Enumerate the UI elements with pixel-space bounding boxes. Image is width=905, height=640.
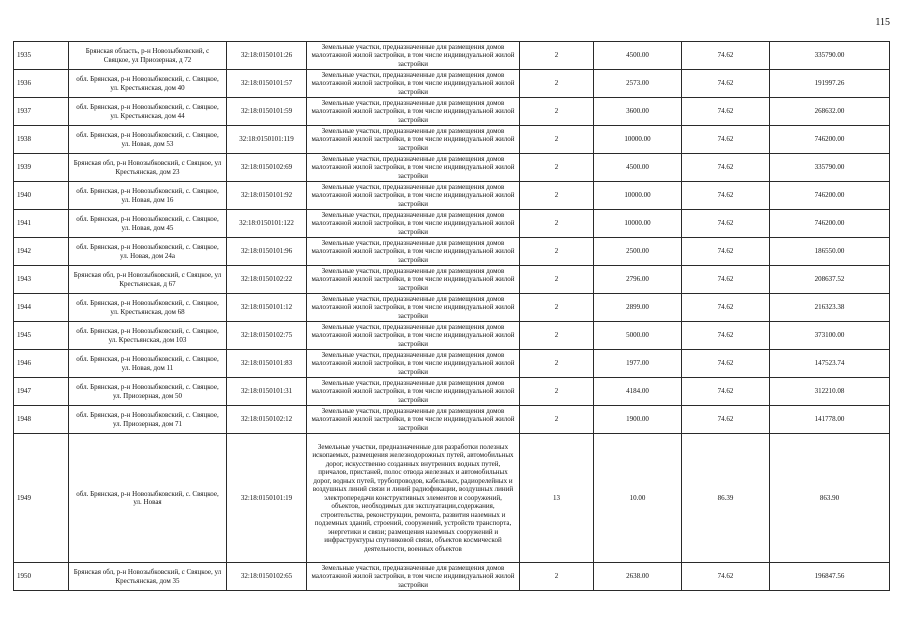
table-row bbox=[14, 238, 890, 266]
land-use-cell: Земельные участки, предназначенные для размещения домов малоэтажной жилой застройки, в том числе индивидуальной жилой застройки bbox=[307, 70, 520, 98]
cadastral-value-cell: 186550.00 bbox=[770, 238, 890, 266]
category-cell: 2 bbox=[520, 238, 594, 266]
area-cell: 3600.00 bbox=[594, 98, 682, 126]
table-row bbox=[14, 434, 890, 563]
land-use-cell: Земельные участки, предназначенные для размещения домов малоэтажной жилой застройки, в том числе индивидуальной жилой застройки bbox=[307, 238, 520, 266]
rate-cell: 74.62 bbox=[682, 378, 770, 406]
cadastral-number-cell: 32:18:0150102:22 bbox=[227, 266, 307, 294]
cadastral-value-cell: 208637.52 bbox=[770, 266, 890, 294]
land-use-cell: Земельные участки, предназначенные для размещения домов малоэтажной жилой застройки, в том числе индивидуальной жилой застройки bbox=[307, 406, 520, 434]
rate-cell: 74.62 bbox=[682, 182, 770, 210]
cadastral-number-cell: 32:18:0150101:96 bbox=[227, 238, 307, 266]
address-cell: обл. Брянская, р-н Новозыбковский, с. Свяцкое, ул. Крестьянская, дом 40 bbox=[69, 70, 227, 98]
land-use-cell: Земельные участки, предназначенные для размещения домов малоэтажной жилой застройки, в том числе индивидуальной жилой застройки bbox=[307, 126, 520, 154]
address-cell: обл. Брянская, р-н Новозыбковский, с. Свяцкое, ул. Новая, дом 16 bbox=[69, 182, 227, 210]
table-row bbox=[14, 42, 890, 70]
cadastral-value-cell: 373100.00 bbox=[770, 322, 890, 350]
table-row bbox=[14, 266, 890, 294]
category-cell: 2 bbox=[520, 294, 594, 322]
rate-cell: 74.62 bbox=[682, 266, 770, 294]
row-number-cell: 1948 bbox=[14, 406, 69, 434]
cadastral-value-cell: 268632.00 bbox=[770, 98, 890, 126]
category-cell: 2 bbox=[520, 154, 594, 182]
category-cell: 2 bbox=[520, 126, 594, 154]
area-cell: 10000.00 bbox=[594, 210, 682, 238]
row-number-cell: 1939 bbox=[14, 154, 69, 182]
table-row bbox=[14, 322, 890, 350]
area-cell: 1900.00 bbox=[594, 406, 682, 434]
row-number-cell: 1937 bbox=[14, 98, 69, 126]
rate-cell: 74.62 bbox=[682, 98, 770, 126]
category-cell: 2 bbox=[520, 70, 594, 98]
address-cell: обл. Брянская, р-н Новозыбковский, с. Свяцкое, ул. Новая bbox=[69, 434, 227, 563]
category-cell: 2 bbox=[520, 378, 594, 406]
row-number-cell: 1946 bbox=[14, 350, 69, 378]
area-cell: 10000.00 bbox=[594, 126, 682, 154]
area-cell: 2899.00 bbox=[594, 294, 682, 322]
category-cell: 2 bbox=[520, 182, 594, 210]
cadastral-number-cell: 32:18:0150101:19 bbox=[227, 434, 307, 563]
address-cell: обл. Брянская, р-н Новозыбковский, с. Свяцкое, ул. Новая, дом 53 bbox=[69, 126, 227, 154]
category-cell: 2 bbox=[520, 42, 594, 70]
cadastral-value-cell: 216323.38 bbox=[770, 294, 890, 322]
cadastral-value-cell: 191997.26 bbox=[770, 70, 890, 98]
row-number-cell: 1943 bbox=[14, 266, 69, 294]
table-row bbox=[14, 126, 890, 154]
row-number-cell: 1938 bbox=[14, 126, 69, 154]
area-cell: 1977.00 bbox=[594, 350, 682, 378]
cadastral-number-cell: 32:18:0150101:122 bbox=[227, 210, 307, 238]
category-cell: 2 bbox=[520, 98, 594, 126]
area-cell: 2500.00 bbox=[594, 238, 682, 266]
land-use-cell: Земельные участки, предназначенные для размещения домов малоэтажной жилой застройки, в том числе индивидуальной жилой застройки bbox=[307, 294, 520, 322]
table-row bbox=[14, 70, 890, 98]
land-use-cell: Земельные участки, предназначенные для размещения домов малоэтажной жилой застройки, в том числе индивидуальной жилой застройки bbox=[307, 266, 520, 294]
address-cell: обл. Брянская, р-н Новозыбковский, с. Свяцкое, ул. Крестьянская, дом 44 bbox=[69, 98, 227, 126]
area-cell: 2638.00 bbox=[594, 563, 682, 591]
cadastral-number-cell: 32:18:0150102:75 bbox=[227, 322, 307, 350]
category-cell: 2 bbox=[520, 322, 594, 350]
category-cell: 13 bbox=[520, 434, 594, 563]
cadastral-number-cell: 32:18:0150101:83 bbox=[227, 350, 307, 378]
table-row bbox=[14, 98, 890, 126]
table-row bbox=[14, 154, 890, 182]
address-cell: обл. Брянская, р-н Новозыбковский, с. Свяцкое, ул. Крестьянская, дом 68 bbox=[69, 294, 227, 322]
rate-cell: 74.62 bbox=[682, 294, 770, 322]
address-cell: обл. Брянская, р-н Новозыбковский, с. Свяцкое, ул. Приозерная, дом 50 bbox=[69, 378, 227, 406]
area-cell: 4500.00 bbox=[594, 154, 682, 182]
area-cell: 10000.00 bbox=[594, 182, 682, 210]
address-cell: Брянская обл, р-н Новозыбковский, с Свяцкое, ул Крестьянская, дом 35 bbox=[69, 563, 227, 591]
row-number-cell: 1950 bbox=[14, 563, 69, 591]
rate-cell: 74.62 bbox=[682, 238, 770, 266]
table-row bbox=[14, 210, 890, 238]
rate-cell: 74.62 bbox=[682, 154, 770, 182]
rate-cell: 74.62 bbox=[682, 406, 770, 434]
cadastral-value-cell: 312210.08 bbox=[770, 378, 890, 406]
rate-cell: 74.62 bbox=[682, 42, 770, 70]
cadastral-value-cell: 141778.00 bbox=[770, 406, 890, 434]
row-number-cell: 1949 bbox=[14, 434, 69, 563]
area-cell: 10.00 bbox=[594, 434, 682, 563]
table-row bbox=[14, 563, 890, 591]
land-use-cell: Земельные участки, предназначенные для размещения домов малоэтажной жилой застройки, в том числе индивидуальной жилой застройки bbox=[307, 98, 520, 126]
cadastral-number-cell: 32:18:0150101:92 bbox=[227, 182, 307, 210]
land-use-cell: Земельные участки, предназначенные для размещения домов малоэтажной жилой застройки, в том числе индивидуальной жилой застройки bbox=[307, 42, 520, 70]
cadastral-number-cell: 32:18:0150101:59 bbox=[227, 98, 307, 126]
page-number: 115 bbox=[875, 17, 890, 28]
rate-cell: 74.62 bbox=[682, 126, 770, 154]
address-cell: обл. Брянская, р-н Новозыбковский, с. Свяцкое, ул. Новая, дом 11 bbox=[69, 350, 227, 378]
land-use-cell: Земельные участки, предназначенные для размещения домов малоэтажной жилой застройки, в том числе индивидуальной жилой застройки bbox=[307, 154, 520, 182]
rate-cell: 74.62 bbox=[682, 70, 770, 98]
table-row bbox=[14, 294, 890, 322]
table-row bbox=[14, 182, 890, 210]
cadastral-number-cell: 32:18:0150102:69 bbox=[227, 154, 307, 182]
rate-cell: 74.62 bbox=[682, 563, 770, 591]
cadastral-value-cell: 335790.00 bbox=[770, 42, 890, 70]
table-body bbox=[14, 42, 890, 591]
row-number-cell: 1940 bbox=[14, 182, 69, 210]
land-use-cell: Земельные участки, предназначенные для размещения домов малоэтажной жилой застройки, в том числе индивидуальной жилой застройки bbox=[307, 182, 520, 210]
land-use-cell: Земельные участки, предназначенные для размещения домов малоэтажной жилой застройки, в том числе индивидуальной жилой застройки bbox=[307, 350, 520, 378]
cadastral-number-cell: 32:18:0150101:57 bbox=[227, 70, 307, 98]
table-row bbox=[14, 350, 890, 378]
cadastral-number-cell: 32:18:0150101:119 bbox=[227, 126, 307, 154]
row-number-cell: 1947 bbox=[14, 378, 69, 406]
land-use-cell: Земельные участки, предназначенные для разработки полезных ископаемых, размещения железнодорожных путей, автомобильных дорог, искусственно созданных внутренних водных путей, причалов, пристаней, полос отвода железных и автомобильных дорог, водных путей, трубопроводов, кабельных, радиорелейных и воздушных линий связи и линий радиофикации, воздушных линий электропередачи конструктивных элементов и сооружений, объектов, необходимых для эксплуатации,содержания, строительства, реконструкции, ремонта, развития наземных и подземных зданий, строений, сооружений, устройств транспорта, энергетики и связи; размещения наземных сооружений и инфраструктуры спутниковой связи, объектов космической деятельности, военных объектов bbox=[307, 434, 520, 563]
address-cell: Брянская обл, р-н Новозыбковский, с Свяцкое, ул Крестьянская, дом 23 bbox=[69, 154, 227, 182]
cadastral-number-cell: 32:18:0150101:26 bbox=[227, 42, 307, 70]
area-cell: 2796.00 bbox=[594, 266, 682, 294]
address-cell: Брянская обл, р-н Новозыбковский, с Свяцкое, ул Крестьянская, д 67 bbox=[69, 266, 227, 294]
rate-cell: 86.39 bbox=[682, 434, 770, 563]
cadastral-number-cell: 32:18:0150102:12 bbox=[227, 406, 307, 434]
category-cell: 2 bbox=[520, 266, 594, 294]
cadastral-value-cell: 863.90 bbox=[770, 434, 890, 563]
table-row bbox=[14, 378, 890, 406]
cadastral-value-cell: 335790.00 bbox=[770, 154, 890, 182]
row-number-cell: 1936 bbox=[14, 70, 69, 98]
cadastral-value-cell: 147523.74 bbox=[770, 350, 890, 378]
area-cell: 4184.00 bbox=[594, 378, 682, 406]
land-use-cell: Земельные участки, предназначенные для размещения домов малоэтажной жилой застройки, в том числе индивидуальной жилой застройки bbox=[307, 322, 520, 350]
area-cell: 4500.00 bbox=[594, 42, 682, 70]
area-cell: 5000.00 bbox=[594, 322, 682, 350]
category-cell: 2 bbox=[520, 563, 594, 591]
cadastral-value-cell: 746200.00 bbox=[770, 182, 890, 210]
row-number-cell: 1935 bbox=[14, 42, 69, 70]
category-cell: 2 bbox=[520, 210, 594, 238]
rate-cell: 74.62 bbox=[682, 350, 770, 378]
land-use-cell: Земельные участки, предназначенные для размещения домов малоэтажной жилой застройки, в том числе индивидуальной жилой застройки bbox=[307, 378, 520, 406]
category-cell: 2 bbox=[520, 350, 594, 378]
rate-cell: 74.62 bbox=[682, 210, 770, 238]
cadastral-number-cell: 32:18:0150101:12 bbox=[227, 294, 307, 322]
cadastral-value-cell: 746200.00 bbox=[770, 126, 890, 154]
address-cell: обл. Брянская, р-н Новозыбковский, с. Свяцкое, ул. Приозерная, дом 71 bbox=[69, 406, 227, 434]
table-row bbox=[14, 406, 890, 434]
land-use-cell: Земельные участки, предназначенные для размещения домов малоэтажной жилой застройки, в том числе индивидуальной жилой застройки bbox=[307, 563, 520, 591]
cadastral-value-cell: 196847.56 bbox=[770, 563, 890, 591]
row-number-cell: 1944 bbox=[14, 294, 69, 322]
address-cell: обл. Брянская, р-н Новозыбковский, с. Свяцкое, ул. Новая, дом 24а bbox=[69, 238, 227, 266]
cadastral-number-cell: 32:18:0150101:31 bbox=[227, 378, 307, 406]
land-use-cell: Земельные участки, предназначенные для размещения домов малоэтажной жилой застройки, в том числе индивидуальной жилой застройки bbox=[307, 210, 520, 238]
row-number-cell: 1941 bbox=[14, 210, 69, 238]
row-number-cell: 1945 bbox=[14, 322, 69, 350]
address-cell: Брянская область, р-н Новозыбковский, с Свяцкое, ул Приозерная, д 72 bbox=[69, 42, 227, 70]
category-cell: 2 bbox=[520, 406, 594, 434]
land-parcels-table bbox=[13, 41, 890, 591]
rate-cell: 74.62 bbox=[682, 322, 770, 350]
address-cell: обл. Брянская, р-н Новозыбковский, с. Свяцкое, ул. Новая, дом 45 bbox=[69, 210, 227, 238]
cadastral-number-cell: 32:18:0150102:65 bbox=[227, 563, 307, 591]
address-cell: обл. Брянская, р-н Новозыбковский, с. Свяцкое, ул. Крестьянская, дом 103 bbox=[69, 322, 227, 350]
area-cell: 2573.00 bbox=[594, 70, 682, 98]
row-number-cell: 1942 bbox=[14, 238, 69, 266]
cadastral-value-cell: 746200.00 bbox=[770, 210, 890, 238]
